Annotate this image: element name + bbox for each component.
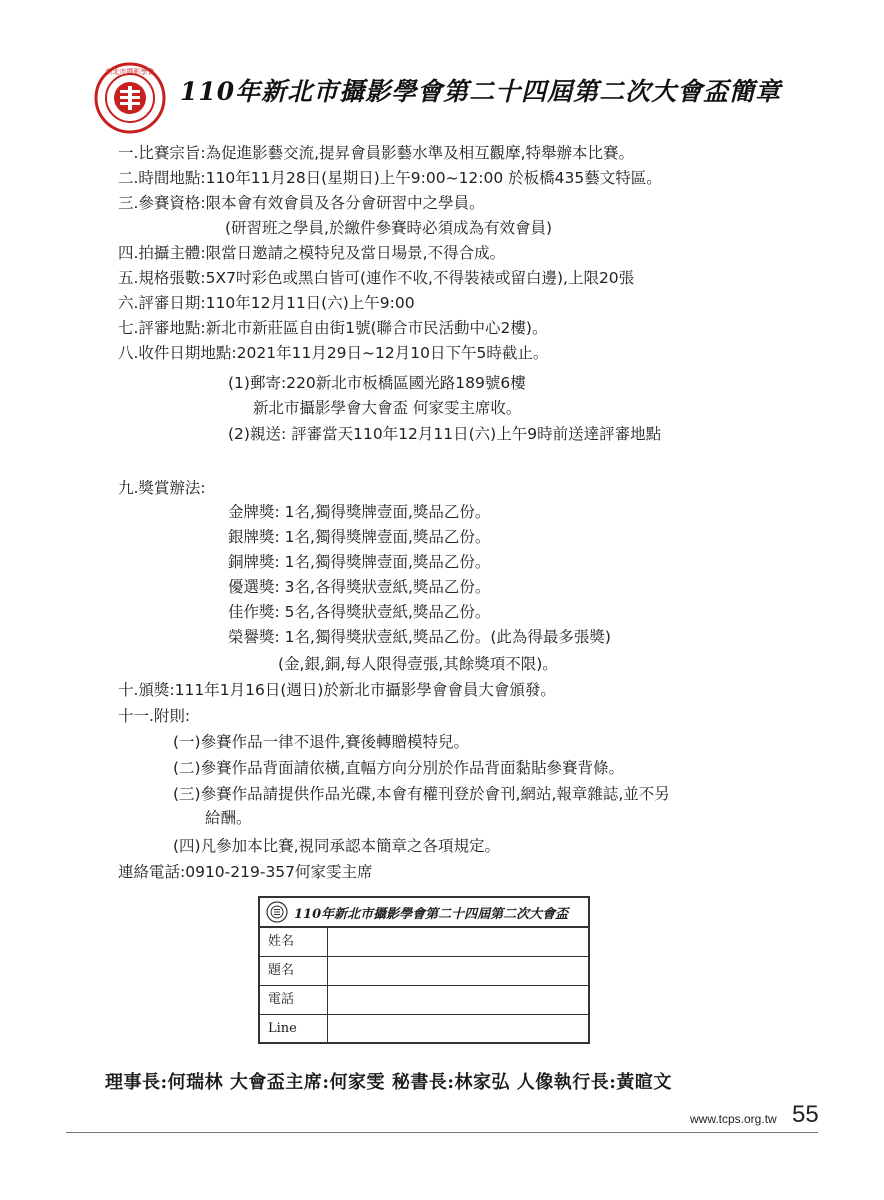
page-title: 110年新北市攝影學會第二十四屆第二次大會盃簡章	[180, 77, 782, 106]
appendix-1: (一)參賽作品一律不退件,賽後轉贈模特兒。	[173, 733, 470, 751]
appendix-3: (三)參賽作品請提供作品光碟,本會有權刊登於會刊,網站,報章雜誌,並不另	[173, 785, 670, 803]
officers-line: 理事長:何瑞林 大會盃主席:何家雯 秘書長:林家弘 人像執行長:黃暄文	[105, 1072, 672, 1093]
form-header	[260, 898, 588, 928]
society-logo	[94, 62, 166, 134]
awards-heading: 九.獎賞辦法:	[118, 479, 206, 497]
form-label-line: Line	[260, 1015, 328, 1044]
form-label-phone: 電話	[260, 986, 328, 1014]
form-title: 110年新北市攝影學會第二十四屆第二次大會盃	[294, 907, 569, 922]
submission-mail-recipient: 新北市攝影學會大會盃 何家雯主席收。	[253, 399, 522, 417]
form-row-line	[260, 1015, 588, 1044]
award-honorable: 佳作獎: 5名,各得獎狀壹紙,獎品乙份。	[228, 603, 491, 621]
appendix-3-cont: 給酬。	[205, 809, 252, 827]
rule-eligibility: 三.參賽資格:限本會有效會員及各分會研習中之學員。	[118, 194, 485, 212]
appendix-4: (四)凡參加本比賽,視同承認本簡章之各項規定。	[173, 837, 501, 855]
award-gold: 金牌獎: 1名,獨得獎牌壹面,獎品乙份。	[228, 503, 491, 521]
entry-form	[258, 896, 590, 1044]
form-row-phone	[260, 986, 588, 1015]
rule-submission: 八.收件日期地點:2021年11月29日~12月10日下午5時截止。	[118, 344, 549, 362]
form-row-name	[260, 928, 588, 957]
rule-ceremony: 十.頒獎:111年1月16日(週日)於新北市攝影學會會員大會頒發。	[118, 681, 556, 699]
award-bronze: 銅牌獎: 1名,獨得獎牌壹面,獎品乙份。	[228, 553, 491, 571]
submission-mail: (1)郵寄:220新北市板橋區國光路189號6樓	[228, 374, 526, 392]
rule-subject: 四.拍攝主體:限當日邀請之模特兒及當日場景,不得合成。	[118, 244, 506, 262]
footer-divider	[66, 1132, 818, 1133]
page-number: 55	[792, 1101, 819, 1128]
rule-spec: 五.規格張數:5X7吋彩色或黑白皆可(連作不收,不得裝裱或留白邊),上限20張	[118, 269, 635, 287]
award-note: (金,銀,銅,每人限得壹張,其餘獎項不限)。	[278, 655, 558, 673]
submission-deliver: (2)親送: 評審當天110年12月11日(六)上午9時前送達評審地點	[228, 425, 662, 443]
form-row-title	[260, 957, 588, 986]
rule-eligibility-note: (研習班之學員,於繳件參賽時必須成為有效會員)	[225, 219, 553, 237]
form-logo-icon	[266, 901, 288, 923]
contact-phone: 連絡電話:0910-219-357何家雯主席	[118, 863, 373, 881]
appendix-heading: 十一.附則:	[118, 707, 191, 725]
rule-time-place: 二.時間地點:110年11月28日(星期日)上午9:00~12:00 於板橋435藝文特區。	[118, 169, 662, 187]
award-merit: 優選獎: 3名,各得獎狀壹紙,獎品乙份。	[228, 578, 491, 596]
form-label-name: 姓名	[260, 928, 328, 956]
rule-judging-place: 七.評審地點:新北市新莊區自由街1號(聯合市民活動中心2樓)。	[118, 319, 548, 337]
website-link[interactable]: www.tcps.org.tw	[690, 1112, 777, 1126]
rule-purpose: 一.比賽宗旨:為促進影藝交流,提昇會員影藝水準及相互觀摩,特舉辦本比賽。	[118, 144, 635, 162]
form-label-title: 題名	[260, 957, 328, 985]
award-honor: 榮譽獎: 1名,獨得獎狀壹紙,獎品乙份。(此為得最多張獎)	[228, 628, 611, 646]
rule-judging-date: 六.評審日期:110年12月11日(六)上午9:00	[118, 294, 415, 312]
logo-text: 新北市攝影學會	[105, 68, 155, 76]
award-silver: 銀牌獎: 1名,獨得獎牌壹面,獎品乙份。	[228, 528, 491, 546]
appendix-2: (二)參賽作品背面請依橫,直幅方向分別於作品背面黏貼參賽背條。	[173, 759, 625, 777]
